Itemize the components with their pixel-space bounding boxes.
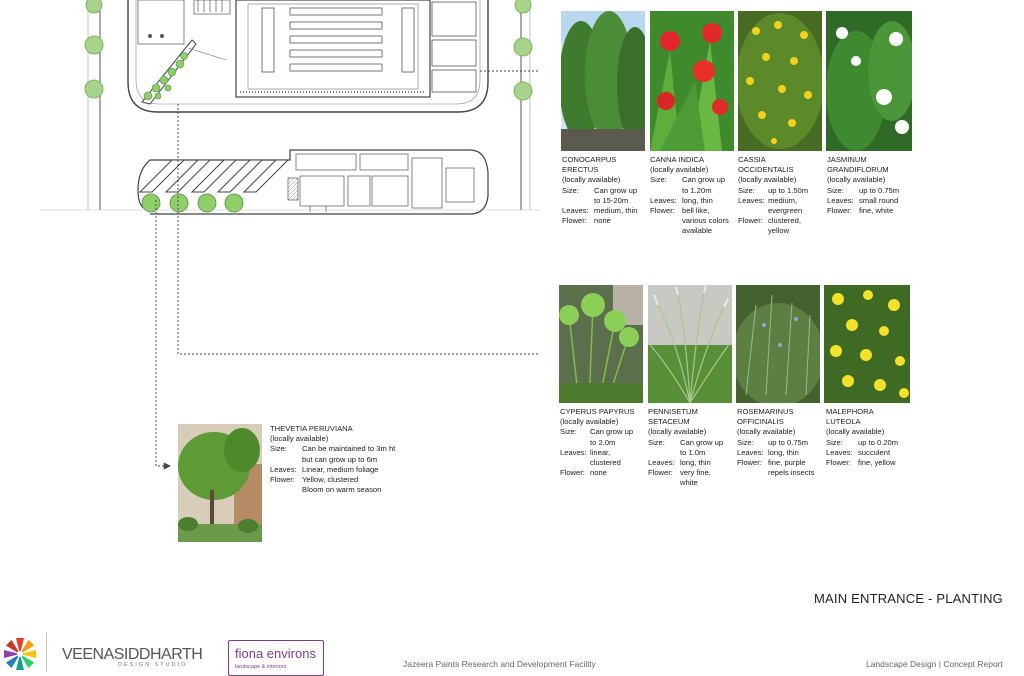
plant-availability: (locally available) [827, 175, 886, 185]
plant-availability: (locally available) [648, 427, 707, 437]
photo-jasminum-grandiflorum [826, 11, 912, 151]
logo-divider [46, 632, 47, 672]
plant-name-line2: ERECTUS [562, 165, 599, 175]
plant-card: CASSIA OCCIDENTALIS (locally available) Size: up to 1.50m Leaves: medium, evergreen Flower: clustered, yellow [738, 155, 824, 237]
footer-project: Jazeera Paints Research and Development Facility [403, 659, 596, 669]
plant-availability: (locally available) [270, 434, 329, 444]
studio-logo-sub: DESIGN STUDIO [118, 662, 188, 668]
photo-cyperus-papyrus [559, 285, 643, 403]
photo-conocarpus-erectus [561, 11, 645, 151]
plant-card: CYPERUS PAPYRUS (locally available) Size: Can grow up to 2.0m Leaves: linear, clustered Flower: none [560, 407, 646, 478]
partner-logo-name: fiona environs [235, 646, 316, 661]
canopy-planting [142, 194, 243, 212]
studio-logo-name: VEENASIDDHARTH [62, 646, 203, 663]
plant-name: MALEPHORA [826, 407, 874, 416]
plant-availability: (locally available) [650, 165, 709, 175]
footer-report: Landscape Design | Concept Report [866, 659, 1003, 669]
plant-card: CONOCARPUS ERECTUS (locally available) Size: Can grow up to 15-20m Leaves: medium, thin Flower: none [562, 155, 648, 226]
plant-name: CANNA INDICA [650, 155, 705, 164]
plant-name-line2: GRANDIFLORUM [827, 165, 889, 175]
leader-lines [156, 71, 540, 466]
plant-availability: (locally available) [560, 417, 619, 427]
plant-name: THEVETIA PERUVIANA [270, 424, 353, 433]
photo-cassia-occidentalis [738, 11, 822, 151]
plant-availability: (locally available) [826, 427, 885, 437]
plant-availability: (locally available) [737, 427, 796, 437]
plant-card: JASMINUM GRANDIFLORUM (locally available) Size: up to 0.75m Leaves: small round Flower: fine, white [827, 155, 917, 216]
photo-pennisetum-setaceum [648, 285, 732, 403]
plant-name: PENNISETUM [648, 407, 698, 416]
partner-logo [228, 640, 324, 676]
plant-name-line2: SETACEUM [648, 417, 690, 427]
lower-building [138, 150, 488, 214]
canopy-fins [140, 160, 288, 192]
plant-name: CYPERUS PAPYRUS [560, 407, 635, 416]
plant-card: MALEPHORA LUTEOLA (locally available) Size: up to 0.20m Leaves: succulent Flower: fine, yellow [826, 407, 916, 468]
plant-card: PENNISETUM SETACEUM (locally available) Size: Can grow up to 1.0m Leaves: long, thin Flower: very fine, white [648, 407, 734, 489]
photo-malephora-luteola [824, 285, 910, 403]
plant-name-line2: LUTEOLA [826, 417, 861, 427]
plant-name: JASMINUM [827, 155, 867, 164]
plant-name-line2: OFFICINALIS [737, 417, 784, 427]
plant-card: THEVETIA PERUVIANA (locally available) Size: Can be maintained to 3m ht but can grow up to 6m Leaves: Linear, medium foliage Flower: Yellow, clustered Bloom on warm season [270, 424, 410, 495]
studio-flower-logo-icon [2, 636, 38, 672]
plant-name: CASSIA [738, 155, 766, 164]
plant-card: ROSEMARINUS OFFICINALIS (locally available) Size: up to 0.75m Leaves: long, thin Flower: fine, purple repels insects [737, 407, 827, 478]
photo-thevetia-peruviana [178, 424, 262, 542]
photo-canna-indica [650, 11, 734, 151]
plant-name: ROSEMARINUS [737, 407, 794, 416]
sheet-title: MAIN ENTRANCE - PLANTING [814, 591, 1003, 606]
plant-name: CONOCARPUS [562, 155, 617, 164]
plant-availability: (locally available) [562, 175, 621, 185]
plant-name-line2: OCCIDENTALIS [738, 165, 794, 175]
plant-card: CANNA INDICA (locally available) Size: Can grow up to 1.20m Leaves: long, thin Flower: bell like, various colors available [650, 155, 736, 237]
plant-availability: (locally available) [738, 175, 797, 185]
partner-logo-sub: landscape & interiors [235, 664, 287, 670]
photo-rosemarinus-officinalis [736, 285, 820, 403]
